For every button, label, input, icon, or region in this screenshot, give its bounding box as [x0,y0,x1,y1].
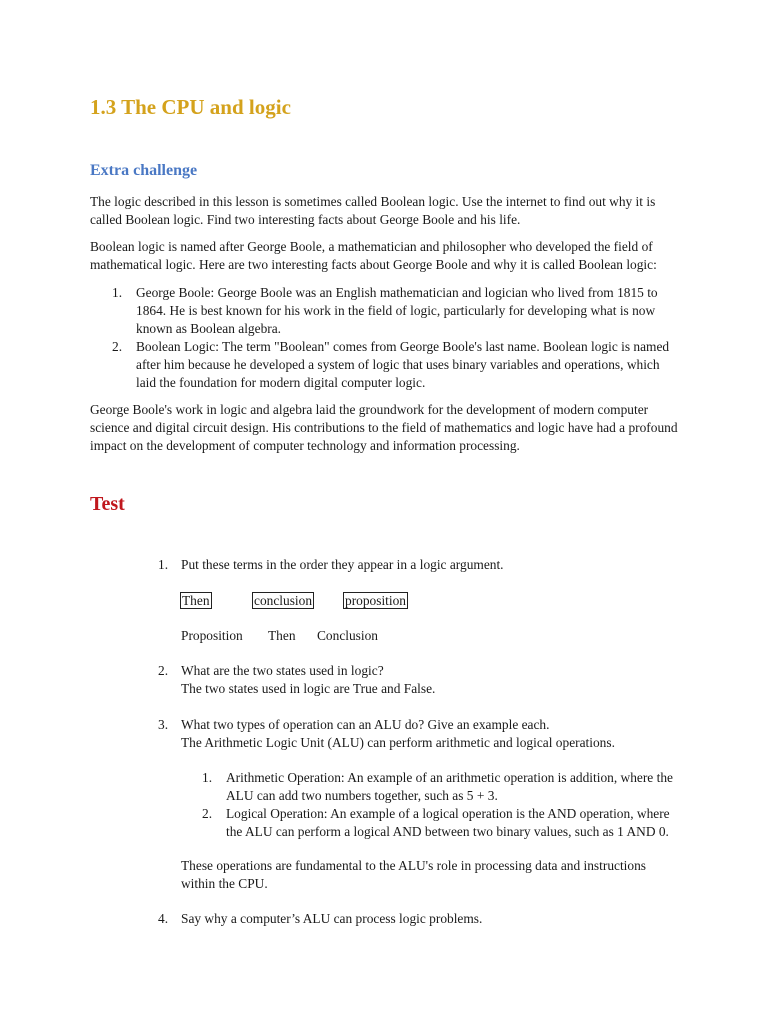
answer-3-closing: These operations are fundamental to the ALU's role in processing data and instructions within the CPU. [181,858,647,891]
list-item-text: Arithmetic Operation: An example of an arithmetic operation is addition, where the ALU can add two numbers together, such as 5 + 3. [226,770,673,803]
question-1-text: Put these terms in the order they appear in a logic argument. [181,557,504,572]
answer-1-conclusion: Conclusion [317,628,379,643]
list-item-number: 2. [202,806,213,821]
term-box-proposition: proposition [345,593,407,608]
alu-operations-list [202,769,680,841]
question-2-number: 2. [158,663,169,678]
answer-2-text: The two states used in logic are True and False. [181,681,436,696]
answer-1-proposition: Proposition [181,628,243,643]
page-title: 1.3 The CPU and logic [90,95,291,119]
question-3-text: What two types of operation can an ALU do? Give an example each. [181,717,550,732]
challenge-instructions: The logic described in this lesson is sometimes called Boolean logic. Use the internet to find out why it is called Boolean logic. Find two interesting facts about George Boole and his life. [90,194,656,227]
section-heading-test: Test [90,493,125,515]
list-item [202,769,680,805]
section-heading-extra-challenge: Extra challenge [90,162,198,179]
question-1-number: 1. [158,557,169,572]
conclusion-paragraph: George Boole's work in logic and algebra laid the groundwork for the development of modern computer science and digital circuit design. His contributions to the field of mathematics and logic have had a profound impact on the development of computer technology and information processing. [90,402,678,453]
question-2-text: What are the two states used in logic? [181,663,384,678]
boole-facts-list [112,284,680,392]
term-box-then: Then [182,593,210,608]
answer-intro-paragraph: Boolean logic is named after George Boole, a mathematician and philosopher who developed the field of mathematical logic. Here are two interesting facts about George Boole and why it is called Boolean logic: [90,239,657,272]
list-item-text: Logical Operation: An example of a logical operation is the AND operation, where the ALU can perform a logical AND between two binary values, such as 1 AND 0. [226,806,670,839]
question-4-number: 4. [158,911,169,926]
answer-3-text: The Arithmetic Logic Unit (ALU) can perform arithmetic and logical operations. [181,735,615,750]
list-item [112,284,680,338]
question-4-text: Say why a computer’s ALU can process logic problems. [181,911,483,926]
list-item-number: 2. [112,339,123,354]
list-item-text: George Boole: George Boole was an English mathematician and logician who lived from 1815 to 1864. He is best known for his work in the field of logic, particularly for developing what is now known as Boolean algebra. [136,285,658,336]
list-item-number: 1. [202,770,213,785]
list-item-text: Boolean Logic: The term "Boolean" comes from George Boole's last name. Boolean logic is named after him because he developed a system of logic that uses binary variables and operations, which laid the foundation for modern digital computer logic. [136,339,670,390]
question-3-number: 3. [158,717,169,732]
list-item-number: 1. [112,285,123,300]
term-box-conclusion: conclusion [254,593,313,608]
list-item [202,805,680,841]
answer-1-then: Then [268,628,296,643]
list-item [112,338,680,392]
